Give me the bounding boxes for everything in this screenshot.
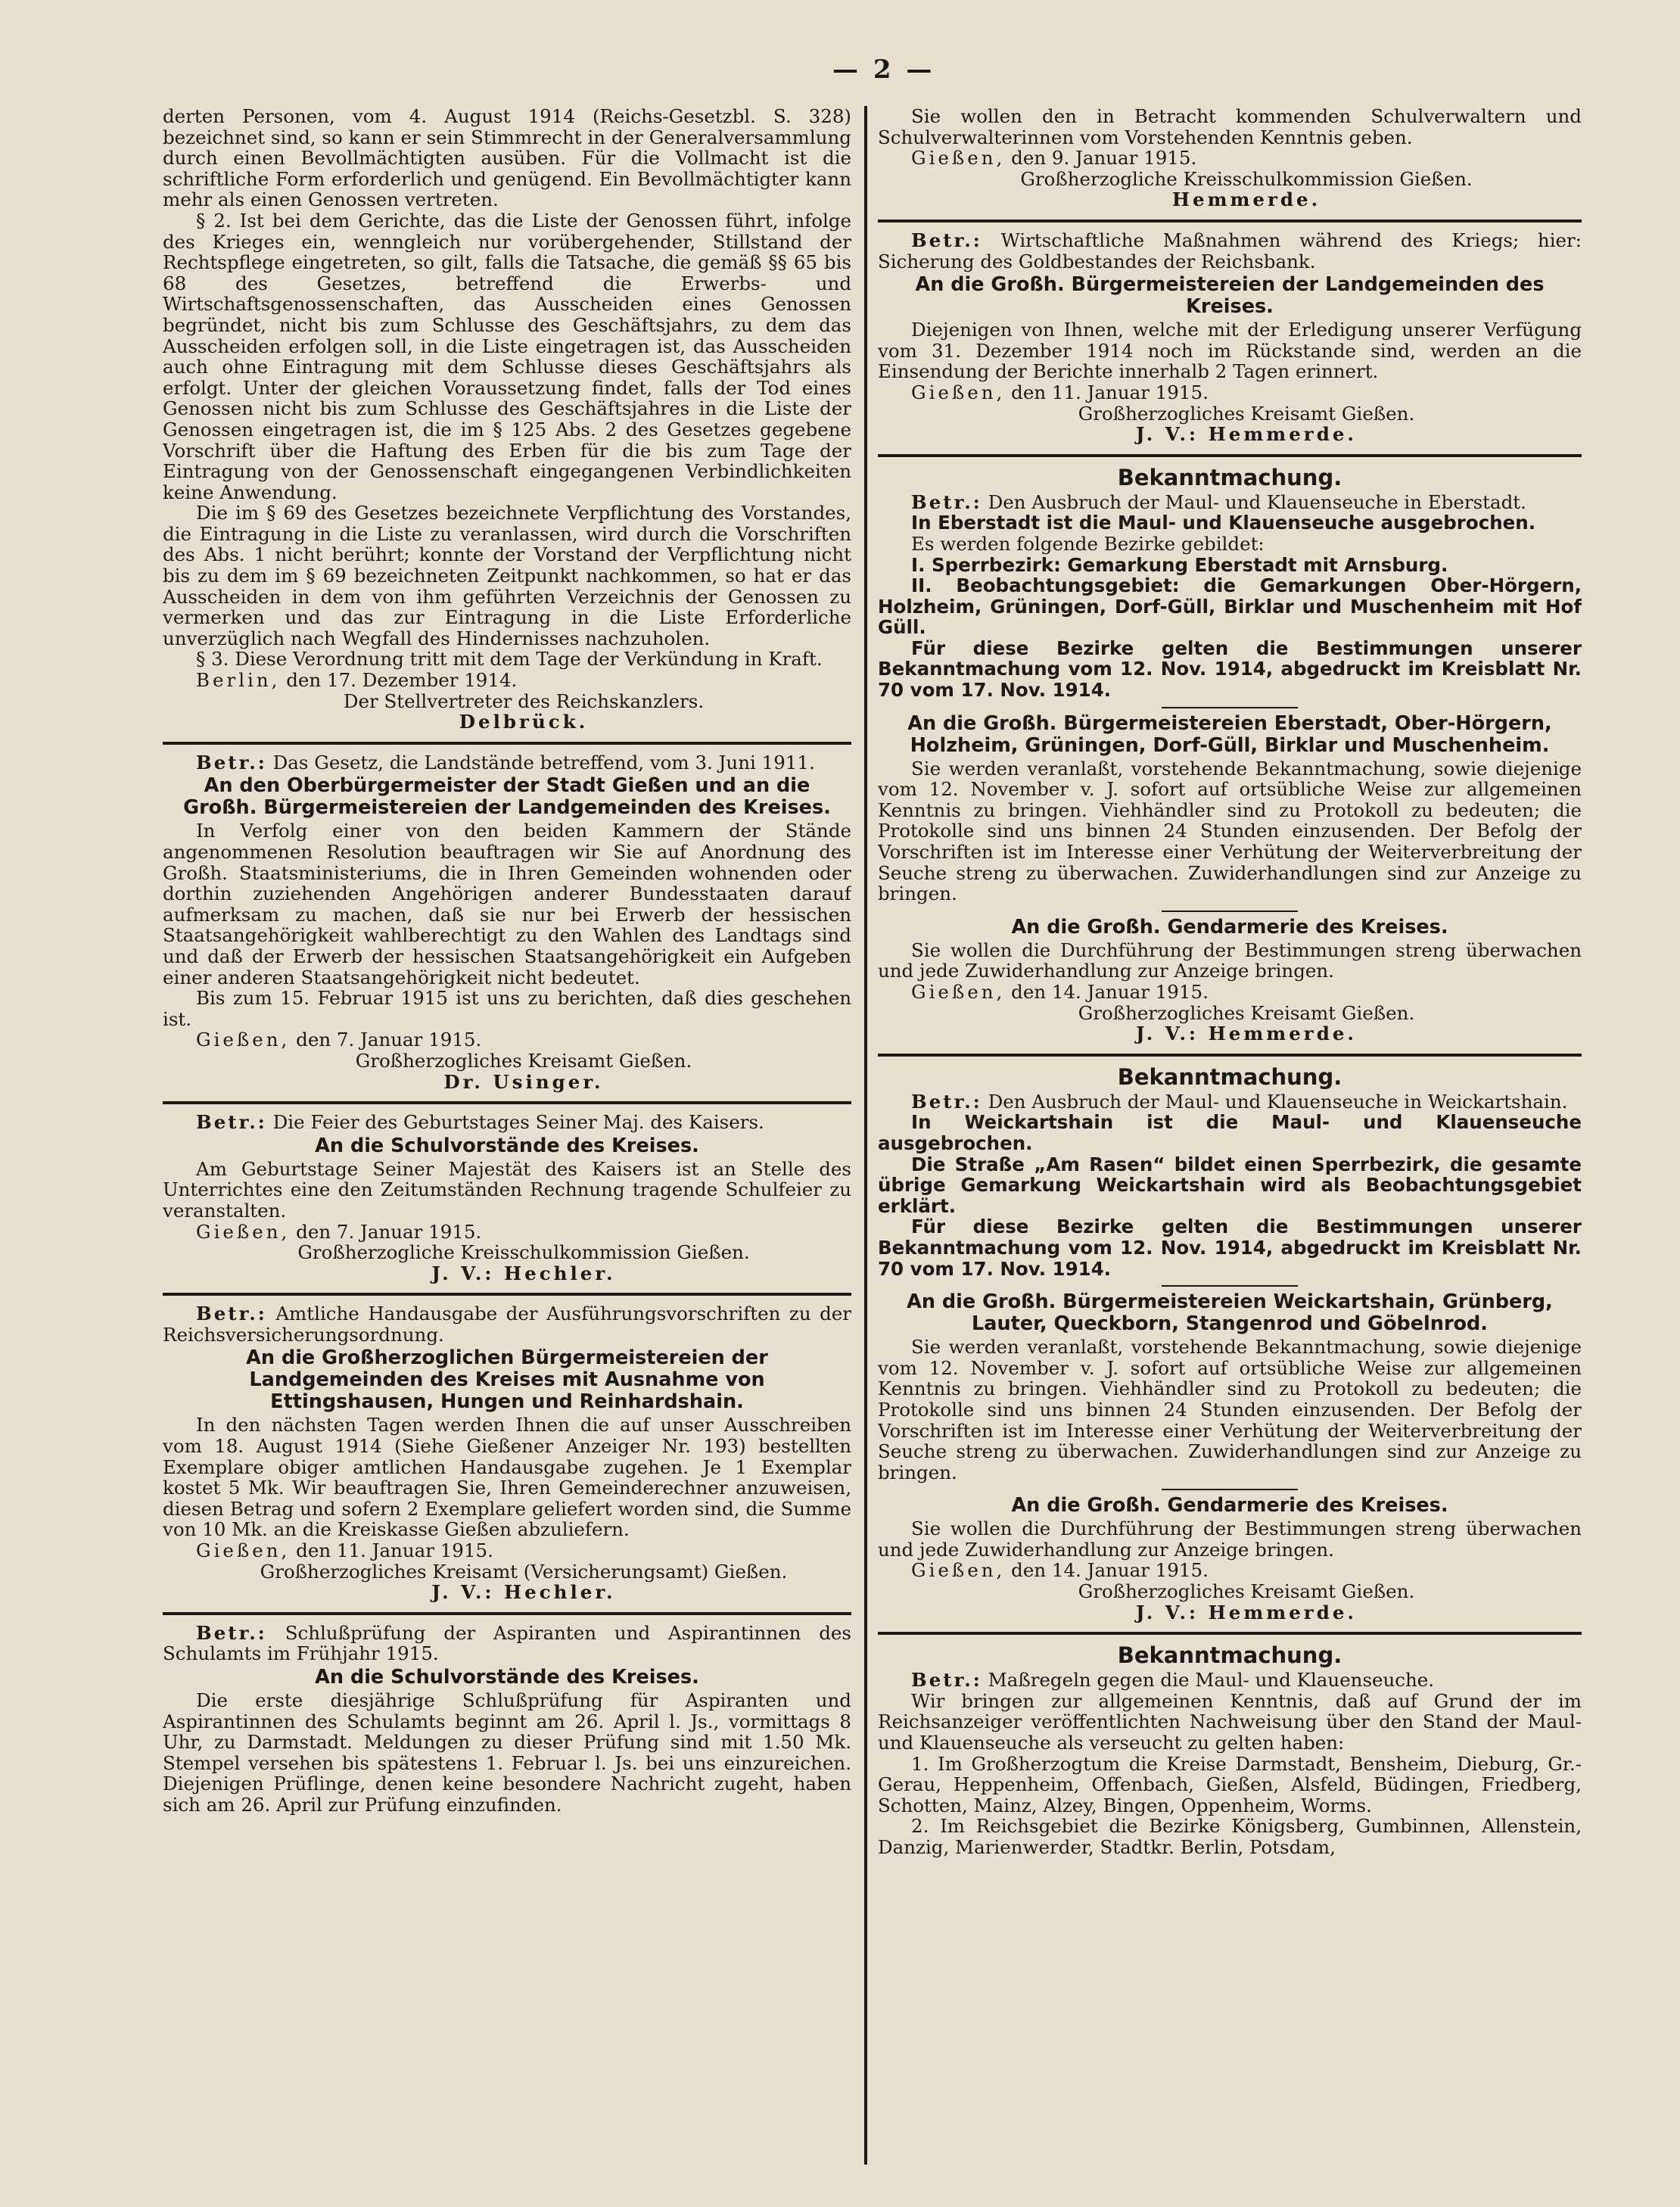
paragraph: Für diese Bezirke gelten die Bestimmungen unserer Bekanntmachung vom 12. Nov. 1914, abgedruckt im Kreisblatt Nr. 70 vom 17. Nov. 1914.: [878, 637, 1582, 702]
short-rule: [1162, 707, 1298, 708]
page-number: — 2 —: [832, 54, 935, 85]
notice-handausgabe: [163, 1303, 851, 1603]
betr-line: [163, 1112, 851, 1133]
signature-name: Delbrück.: [459, 711, 589, 733]
paragraph: derten Personen, vom 4. August 1914 (Reichs-Gesetzbl. S. 328) bezeichnet sind, so kann er sein Stimmrecht in der Generalversammlung durch einen Bevollmächtigten ausüben. Für die Vollmacht ist die schriftliche Form erforderlich und genügend. Ein Bevollmächtigter kann mehr als einen Genossen vertreten.: [163, 106, 851, 211]
betr-line: [163, 1303, 851, 1345]
notice-title: Bekanntmachung.: [1117, 1642, 1342, 1669]
notice-heading: An die Großh. Bürgermeistereien der Landgemeinden des Kreises.: [915, 273, 1545, 319]
signature-office: Großherzogliches Kreisamt (Versicherungsamt) Gießen.: [260, 1560, 788, 1583]
notice-heading: An die Großh. Bürgermeistereien Weickartshain, Grünberg, Lauter, Queckborn, Stangenrod und Göbelnrod.: [907, 1290, 1553, 1336]
right-column: [878, 106, 1582, 2184]
separator-rule: [163, 742, 851, 745]
dateline-date: den 17. Dezember 1914.: [280, 669, 518, 692]
short-rule: [1162, 1489, 1298, 1490]
notice-eberstadt: [878, 465, 1582, 1044]
paragraph: Bis zum 15. Februar 1915 ist uns zu berichten, daß dies geschehen ist.: [163, 987, 851, 1030]
notice-title: Bekanntmachung.: [1117, 464, 1342, 490]
dateline: [878, 1560, 1582, 1581]
paragraph: Sie werden veranlaßt, vorstehende Bekanntmachung, sowie diejenige vom 12. November v. J. sofort auf ortsübliche Weise zur allgemeinen Kenntnis zu bringen. Viehhändler sind zu Protokoll zu bedeuten; die Protokolle sind uns binnen 24 Stunden einzusenden. Der Befolg der Vorschriften ist im Interesse einer Verhütung der Weiterverbreitung der Seuche streng zu überwachen. Zuwiderhandlungen sind zur Anzeige zu bringen.: [878, 757, 1582, 905]
dateline: [878, 382, 1582, 403]
paragraph: 2. Im Reichsgebiet die Bezirke Königsberg, Gumbinnen, Allenstein, Danzig, Marienwerder, Stadtkr. Berlin, Potsdam,: [878, 1815, 1582, 1858]
betr-line: [878, 1670, 1582, 1691]
dateline-place: Gießen,: [911, 1559, 1006, 1582]
dateline-date: den 11. Januar 1915.: [290, 1539, 493, 1562]
betr-subject: Wirtschaftliche Maßnahmen während des Kriegs; hier: Sicherung des Goldbestandes der Reichsbank.: [878, 229, 1582, 272]
betr-label: Betr.:: [196, 1111, 267, 1134]
betr-subject: Amtliche Handausgabe der Ausführungsvorschriften zu der Reichsversicherungsordnung.: [163, 1303, 851, 1346]
dateline-place: Gießen,: [911, 147, 1006, 170]
signature-name: Hemmerde.: [1171, 188, 1321, 211]
separator-rule: [163, 1293, 851, 1296]
betr-label: Betr.:: [911, 229, 982, 251]
paragraph: Sie werden veranlaßt, vorstehende Bekanntmachung, sowie diejenige vom 12. November v. J. sofort auf ortsübliche Weise zur allgemeinen Kenntnis zu bringen. Viehhändler sind zu Protokoll zu bedeuten; die Protokolle sind uns binnen 24 Stunden einzusenden. Der Befolg der Vorschriften ist im Interesse einer Verhütung der Weiterverbreitung der Seuche streng zu überwachen. Zuwiderhandlungen sind zur Anzeige zu bringen.: [878, 1336, 1582, 1483]
betr-line: [163, 752, 851, 774]
notice-massregeln: [878, 1642, 1582, 1857]
betr-label: Betr.:: [911, 1669, 982, 1692]
signature-office: Großherzogliches Kreisamt Gießen.: [1078, 1580, 1415, 1603]
dateline-place: Berlin,: [196, 669, 281, 692]
notice-goldbestand: [878, 230, 1582, 445]
notice-weickartshain: [878, 1064, 1582, 1623]
dateline: [163, 1029, 851, 1051]
dateline: [878, 148, 1582, 169]
paragraph: Die Straße „Am Rasen“ bildet einen Sperrbezirk, die gesamte übrige Gemarkung Weickartshain wird als Beobachtungsgebiet erklärt.: [878, 1153, 1582, 1217]
separator-rule: [878, 219, 1582, 223]
dateline-date: den 9. Januar 1915.: [1005, 147, 1197, 170]
signature-name: Dr. Usinger.: [443, 1070, 604, 1093]
separator-rule: [878, 454, 1582, 457]
lead-paragraph: In Weickartshain ist die Maul- und Klauenseuche ausgebrochen.: [878, 1111, 1582, 1154]
column-divider: [864, 106, 867, 2165]
short-rule: [1162, 1285, 1298, 1287]
notice-heading: An die Schulvorstände des Kreises.: [315, 1134, 699, 1157]
notice-title: Bekanntmachung.: [1117, 1063, 1342, 1090]
lead-paragraph: In Eberstadt ist die Maul- und Klauenseuche ausgebrochen.: [911, 512, 1536, 534]
dateline-date: den 11. Januar 1915.: [1005, 381, 1209, 403]
paragraph: 1. Im Großherzogtum die Kreise Darmstadt, Bensheim, Dieburg, Gr.-Gerau, Heppenheim, Offenbach, Gießen, Alsfeld, Büdingen, Friedberg, Schotten, Mainz, Alzey, Bingen, Oppenheim, Worms.: [878, 1752, 1582, 1816]
betr-subject: Maßregeln gegen die Maul- und Klauenseuche.: [982, 1669, 1435, 1692]
separator-rule: [163, 1101, 851, 1104]
notice-heading: An den Oberbürgermeister der Stadt Gießen und an die Großh. Bürgermeistereien der Landgemeinden des Kreises.: [183, 774, 831, 820]
notice-continuation: [878, 106, 1582, 210]
dateline: [878, 982, 1582, 1003]
left-column: [163, 106, 851, 2184]
paragraph: In Verfolg einer von den beiden Kammern der Stände angenommenen Resolution beauftragen wir Sie auf Anordnung des Großh. Staatsministeriums, die in Ihren Gemeinden wohnenden oder dorthin zuziehenden Angehörigen anderer Bundesstaaten darauf aufmerksam zu machen, daß sie nur bei Erwerb der hessischen Staatsangehörigkeit wahlberechtigt zu den Wahlen des Landtags sind und daß der Erwerb der hessischen Staatsangehörigkeit ein Aufgeben einer anderen Staatsangehörigkeit nicht bedeutet.: [163, 820, 851, 988]
signature-name: J. V.: Hechler.: [431, 1581, 616, 1604]
betr-subject: Den Ausbruch der Maul- und Klauenseuche in Eberstadt.: [982, 490, 1526, 513]
betr-label: Betr.:: [911, 1090, 982, 1113]
signature-office: Großherzogliches Kreisamt Gießen.: [355, 1049, 692, 1072]
dateline: [163, 670, 851, 691]
dateline-place: Gießen,: [196, 1539, 291, 1562]
dateline-date: den 7. Januar 1915.: [290, 1029, 482, 1051]
paragraph: Am Geburtstage Seiner Majestät des Kaisers ist an Stelle des Unterrichtes eine den Zeitumständen Rechnung tragende Schulfeier zu veranstalten.: [163, 1157, 851, 1222]
betr-subject: Den Ausbruch der Maul- und Klauenseuche in Weickartshain.: [982, 1090, 1568, 1113]
betr-line: [163, 1623, 851, 1664]
paragraph: Sie wollen die Durchführung der Bestimmungen streng überwachen und jede Zuwiderhandlung zur Anzeige bringen.: [878, 939, 1582, 982]
separator-rule: [878, 1632, 1582, 1635]
dateline-date: den 14. Januar 1915.: [1005, 1559, 1209, 1582]
dateline-place: Gießen,: [196, 1220, 291, 1243]
signature-office: Großherzogliche Kreisschulkommission Gießen.: [297, 1241, 750, 1264]
betr-subject: Die Feier des Geburtstages Seiner Maj. des Kaisers.: [266, 1111, 764, 1134]
dateline-date: den 14. Januar 1915.: [1005, 981, 1209, 1003]
betr-line: [878, 1091, 1582, 1113]
notice-landstaende: [163, 752, 851, 1092]
signature-office: Großherzogliches Kreisamt Gießen.: [1078, 402, 1415, 425]
paragraph: Die erste diesjährige Schlußprüfung für Aspiranten und Aspirantinnen des Schulamts beginnt am 26. April l. Js., vormittags 8 Uhr, zu Darmstadt. Meldungen zu dieser Prüfung sind mit 1.50 Mk. Stempel versehen bis spätestens 1. Februar l. Js. bei uns einzureichen. Diejenigen Prüflinge, denen keine besondere Nachricht zugeht, haben sich am 26. April zur Prüfung einzufinden.: [163, 1689, 851, 1816]
betr-label: Betr.:: [196, 1303, 267, 1325]
paragraph: Sie wollen den in Betracht kommenden Schulverwaltern und Schulverwalterinnen vom Vorstehenden Kenntnis geben.: [878, 106, 1582, 148]
short-rule: [1162, 911, 1298, 912]
paragraph: Diejenigen von Ihnen, welche mit der Erledigung unserer Verfügung vom 31. Dezember 1914 noch im Rückstande sind, werden an die Einsendung der Berichte innerhalb 2 Tagen erinnert.: [878, 319, 1582, 383]
notice-heading: An die Schulvorstände des Kreises.: [315, 1666, 699, 1689]
paragraph: § 3. Diese Verordnung tritt mit dem Tage der Verkündung in Kraft.: [196, 648, 823, 671]
betr-subject: Das Gesetz, die Landstände betreffend, vom 3. Juni 1911.: [266, 751, 815, 774]
dateline: [163, 1540, 851, 1561]
paragraph: Die im § 69 des Gesetzes bezeichnete Verpflichtung des Vorstandes, die Eintragung in die Liste zu veranlassen, wird durch die Vorschriften des Abs. 1 nicht berührt; konnte der Vorstand der Verpflichtung nicht bis zu dem im § 69 bezeichneten Zeitpunkt nachkommen, so hat er das Ausscheiden in dem von ihm geführten Verzeichnis der Genossen zu vermerken und das zur Eintragung in die Liste Erforderliche unverzüglich nach Wegfall des Hindernisses nachzuholen.: [163, 502, 851, 649]
paragraph: Sie wollen die Durchführung der Bestimmungen streng überwachen und jede Zuwiderhandlung zur Anzeige bringen.: [878, 1518, 1582, 1561]
paragraph: I. Sperrbezirk: Gemarkung Eberstadt mit Arnsburg.: [911, 553, 1448, 576]
dateline-place: Gießen,: [911, 981, 1006, 1003]
paragraph: Wir bringen zur allgemeinen Kenntnis, daß auf Grund der im Reichsanzeiger veröffentlichten Nachweisung über den Stand der Maul- und Klauenseuche als verseucht zu gelten haben:: [878, 1689, 1582, 1754]
dateline-date: den 7. Januar 1915.: [290, 1220, 482, 1243]
notice-schlusspruefung: [163, 1623, 851, 1816]
paragraph: In den nächsten Tagen werden Ihnen die auf unser Ausschreiben vom 18. August 1914 (Siehe Gießener Anzeiger Nr. 193) bestellten Exemplare obiger amtlichen Handausgabe zugehen. Je 1 Exemplar kostet 5 Mk. Wir beauftragen Sie, Ihren Gemeinderechner anzuweisen, diesen Betrag und sofern 2 Exemplare geliefert worden sind, die Summe von 10 Mk. an die Kreiskasse Gießen abzuliefern.: [163, 1414, 851, 1541]
notice-heading: An die Großherzoglichen Bürgermeistereien der Landgemeinden des Kreises mit Ausnahme von Ettingshausen, Hungen und Reinhardshain.: [246, 1346, 768, 1414]
signature-office: Der Stellvertreter des Reichskanzlers.: [343, 689, 705, 712]
dateline-place: Gießen,: [196, 1029, 291, 1051]
betr-subject: Schlußprüfung der Aspiranten und Aspirantinnen des Schulamts im Frühjahr 1915.: [163, 1621, 851, 1665]
paragraph: Es werden folgende Bezirke gebildet:: [911, 532, 1265, 555]
signature-name: J. V.: Hemmerde.: [1136, 1023, 1357, 1045]
betr-label: Betr.:: [911, 490, 982, 513]
betr-label: Betr.:: [196, 1621, 267, 1644]
signature-name: J. V.: Hemmerde.: [1136, 1601, 1357, 1623]
betr-label: Betr.:: [196, 751, 267, 774]
notice-heading: An die Großh. Gendarmerie des Kreises.: [1011, 1494, 1448, 1518]
separator-rule: [878, 1054, 1582, 1057]
dateline-place: Gießen,: [911, 381, 1006, 403]
signature-name: J. V.: Hemmerde.: [1136, 423, 1357, 446]
ordinance-continuation: [163, 106, 851, 733]
betr-line: [878, 230, 1582, 272]
paragraph: § 2. Ist bei dem Gerichte, das die Liste der Genossen führt, infolge des Krieges ein, wenngleich nur vorübergehender, Stillstand der Rechtspflege eingetreten, so gilt, falls die Tatsache, die gemäß §§ 65 bis 68 des Gesetzes, betreffend die Erwerbs- und Wirtschaftsgenossenschaften, das Ausscheiden eines Genossen begründet, nicht bis zum Schlusse des Geschäftsjahrs, zu dem das Ausscheiden erfolgen soll, in die Liste eingetragen ist, das Ausscheiden auch ohne Eintragung mit dem Schlusse dieses Geschäftsjahrs als erfolgt. Unter der gleichen Voraussetzung findet, falls der Tod eines Genossen nicht bis zum Schlusse des Geschäftsjahres in die Liste der Genossen eingetragen ist, die im § 125 Abs. 2 des Gesetzes gegebene Vorschrift über die Haftung des Erben für die bis zum Tage der Eintragung von der Genossenschaft eingegangenen Verbindlichkeiten keine Anwendung.: [163, 209, 851, 503]
signature-name: J. V.: Hechler.: [431, 1262, 616, 1284]
notice-kaiser-birthday: [163, 1112, 851, 1284]
separator-rule: [163, 1612, 851, 1615]
notice-heading: An die Großh. Bürgermeistereien Eberstadt, Ober-Hörgern, Holzheim, Grüningen, Dorf-Güll, Birklar und Muschenheim.: [907, 711, 1552, 757]
notice-heading: An die Großh. Gendarmerie des Kreises.: [1011, 915, 1448, 939]
dateline: [163, 1222, 851, 1243]
paragraph: Für diese Bezirke gelten die Bestimmungen unserer Bekanntmachung vom 12. Nov. 1914, abgedruckt im Kreisblatt Nr. 70 vom 17. Nov. 1914.: [878, 1216, 1582, 1280]
signature-office: Großherzogliche Kreisschulkommission Gießen.: [1020, 167, 1473, 190]
signature-office: Großherzogliches Kreisamt Gießen.: [1078, 1001, 1415, 1024]
betr-line: [878, 492, 1582, 513]
paragraph: II. Beobachtungsgebiet: die Gemarkungen Ober-Hörgern, Holzheim, Grüningen, Dorf-Güll, Birklar und Muschenheim mit Hof Güll.: [878, 574, 1582, 639]
